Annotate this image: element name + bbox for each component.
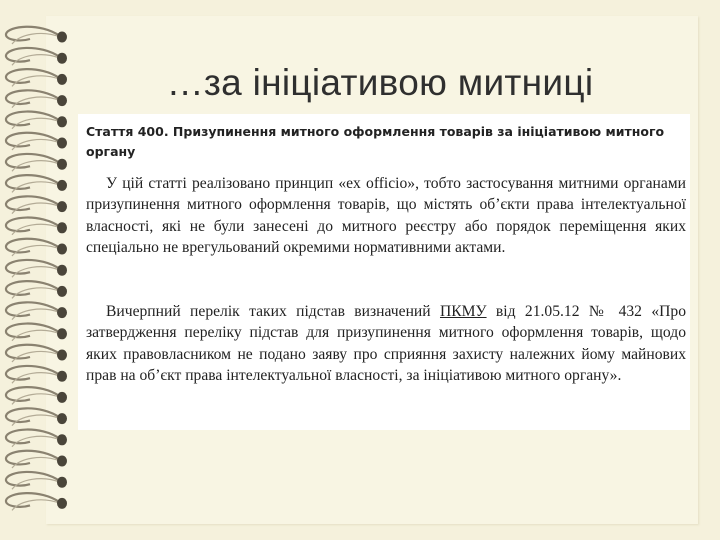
spiral-ring — [6, 430, 67, 447]
spiral-binding-icon — [0, 0, 80, 540]
spiral-ring — [6, 366, 67, 383]
article-paragraph-1: У цій статті реалізовано принцип «ex officio», тобто застосування митними органами призупинення митного оформлення товарів, що містять об’єкти права інтелектуальної власності, які не були занесені до митного реєстру або порядок переміщення яких спеціально не врегульований окремими нормативними актами. — [86, 175, 686, 257]
spiral-ring — [6, 112, 67, 129]
spiral-ring — [6, 387, 67, 404]
slide-title: …за ініціативою митниці — [166, 62, 594, 103]
spiral-ring — [6, 302, 67, 319]
spiral-ring — [6, 493, 67, 510]
paragraph-2-text-end: від 21.05.12 № 432 «Про затвердження переліку підстав для призупинення митного оформлення товарів, щодо яких правовласником не подано заяву про сприяння захисту належних йому майнових прав на об’єкт права інтелектуальної власності, за ініціативою митного органу». — [86, 303, 686, 385]
article-paragraph-2 — [86, 301, 686, 387]
spiral-ring — [6, 472, 67, 489]
article-heading: Стаття 400. Призупинення митного оформлення товарів за ініціативою митного органу — [86, 124, 665, 159]
spiral-ring — [6, 48, 67, 65]
spiral-ring — [6, 69, 67, 86]
spiral-ring — [6, 154, 67, 171]
spiral-ring — [6, 281, 67, 298]
spiral-ring — [6, 451, 67, 468]
spiral-ring — [6, 27, 67, 44]
spiral-ring — [6, 239, 67, 256]
spiral-ring — [6, 345, 67, 362]
spiral-ring — [6, 175, 67, 192]
spiral-ring — [6, 196, 67, 213]
spiral-ring — [6, 133, 67, 150]
spiral-ring — [6, 90, 67, 107]
spiral-ring — [6, 218, 67, 235]
spiral-ring — [6, 324, 67, 341]
article-scan — [78, 114, 690, 430]
pkmu-link[interactable]: ПКМУ — [439, 303, 487, 320]
spiral-ring — [6, 408, 67, 425]
spiral-ring — [6, 260, 67, 277]
paragraph-2-text-start: Вичерпний перелік таких підстав визначений — [106, 303, 440, 320]
